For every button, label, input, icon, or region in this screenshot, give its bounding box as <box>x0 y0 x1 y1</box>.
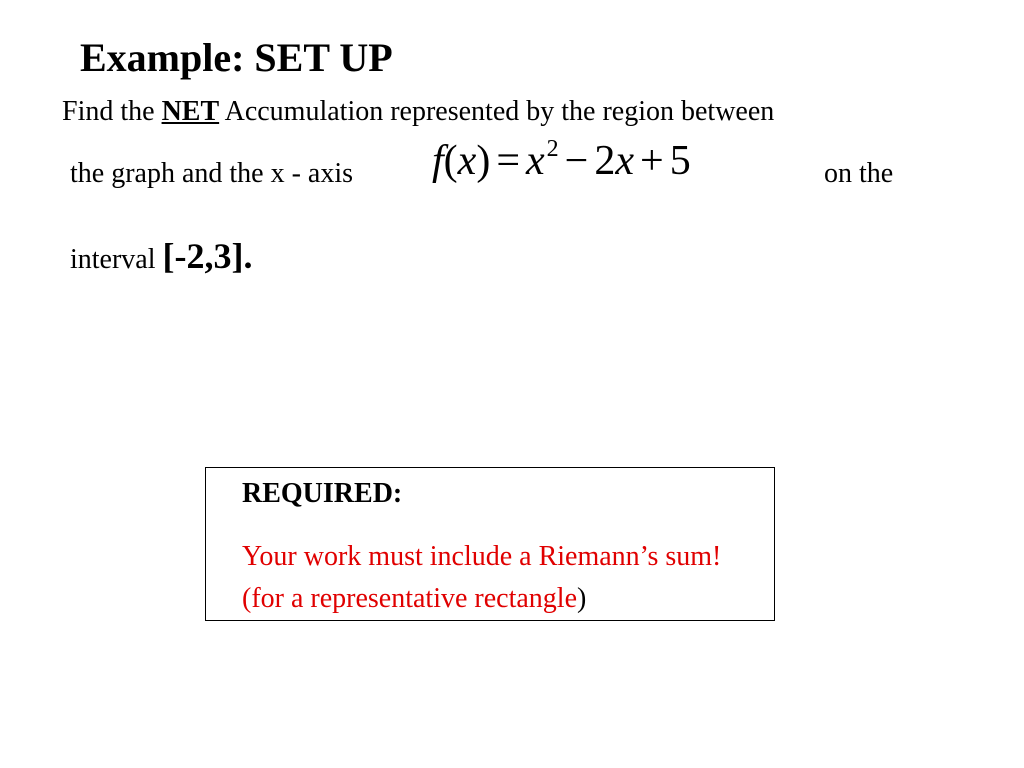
required-heading: REQUIRED: <box>242 478 403 509</box>
formula-plus: + <box>640 138 664 184</box>
slide-title: Example: SET UP <box>80 35 393 80</box>
formula-constant: 5 <box>669 138 691 184</box>
required-box <box>205 467 775 621</box>
formula-close-paren: ) <box>476 138 491 184</box>
function-formula <box>432 136 691 184</box>
problem-line-2-suffix: on the <box>824 158 894 189</box>
formula-variable: x <box>457 138 477 184</box>
problem-line-1 <box>62 98 774 126</box>
formula-minus: − <box>564 138 589 184</box>
line-1-suffix: Accumulation represented by the region between <box>219 96 775 127</box>
formula-function-name: f <box>432 138 444 184</box>
line-3-prefix: interval <box>70 244 163 275</box>
formula-coefficient: 2 <box>594 138 616 184</box>
problem-line-3 <box>70 238 253 274</box>
net-emphasis: NET <box>161 96 220 127</box>
formula-equals: = <box>496 138 521 184</box>
formula-exponent: 2 <box>546 136 559 162</box>
line-1-prefix: Find the <box>62 96 162 127</box>
interval-value: [-2,3]. <box>162 236 253 276</box>
required-closing-paren: ) <box>577 583 587 614</box>
required-body-text: Your work must include a Riemann’s sum! (for a representative rectangle <box>242 541 722 614</box>
formula-open-paren: ( <box>443 138 458 184</box>
formula-term2-var: x <box>615 138 635 184</box>
formula-term1-base: x <box>526 138 545 184</box>
required-body <box>242 536 762 620</box>
problem-line-2-prefix: the graph and the x - axis <box>70 158 354 189</box>
